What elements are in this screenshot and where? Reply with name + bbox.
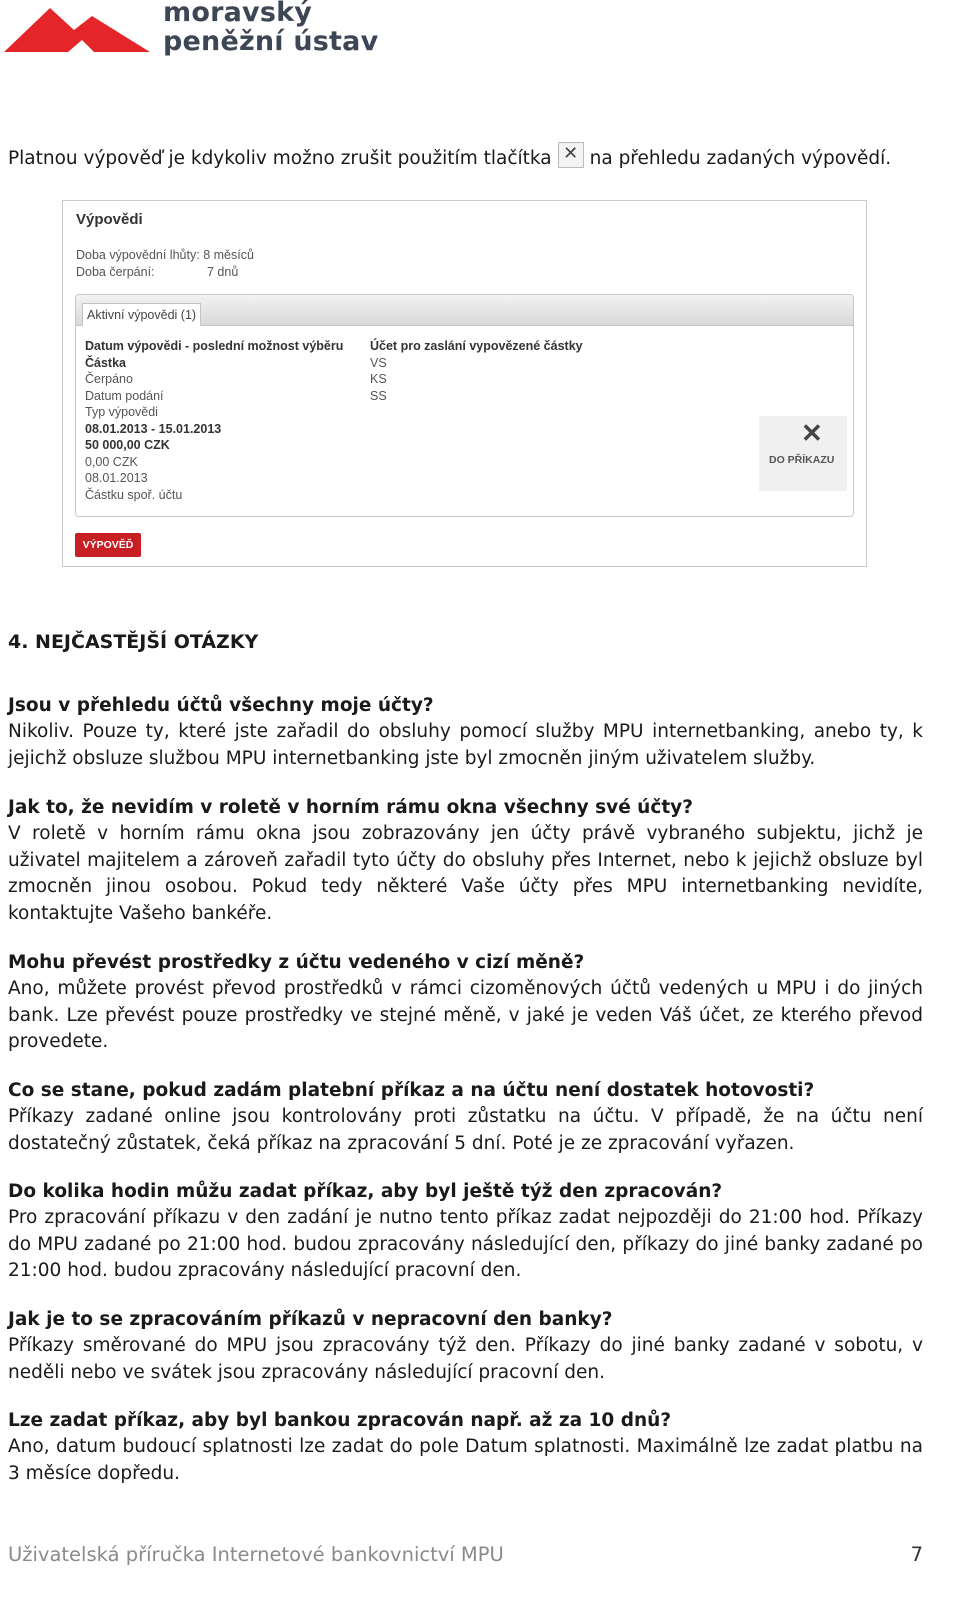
faq-question: Lze zadat příkaz, aby byl bankou zpracován např. až za 10 dnů?	[8, 1410, 672, 1431]
submit-date-label: Datum podání	[85, 388, 164, 403]
notice-type: Částku spoř. účtu	[85, 487, 183, 502]
faq-answer: V roletě v horním rámu okna jsou zobrazovány jen účty právě vybraného subjektu, jichž je uživatel majitelem a zároveň zařadil tyto účty do obsluhy přes Internet, nebo k jejichž obsluze byl zmocněn jinou osobou. Pokud tedy některé Vaše účty přes MPU internetbanking nevidíte, kontaktujte Vašeho bankéře.	[8, 823, 923, 924]
faq-answer: Příkazy zadané online jsou kontrolovány proti zůstatku na účtu. V případě, že na účtu není dostatečný zůstatek, čeká příkaz na zpracování 5 dní. Poté je ze zpracování vyřazen.	[8, 1106, 923, 1154]
section-heading: 4. NEJČASTĚJŠÍ OTÁZKY	[8, 631, 259, 653]
payout-account-column	[370, 338, 583, 404]
faq-question: Jak je to se zpracováním příkazů v nepracovní den banky?	[8, 1309, 613, 1330]
faq-item-2	[8, 794, 923, 927]
faq-question: Co se stane, pokud zadám platební příkaz a na účtu není dostatek hotovosti?	[8, 1080, 815, 1101]
ks-label: KS	[370, 372, 387, 386]
logo-line-1: moravský	[163, 0, 313, 28]
faq-item-4	[8, 1077, 923, 1157]
footer-title: Uživatelská příručka Internetové bankovnictví MPU	[8, 1543, 504, 1566]
faq-question: Do kolika hodin můžu zadat příkaz, aby byl ještě týž den zpracován?	[8, 1181, 723, 1202]
panel-header	[76, 295, 853, 326]
faq-item-5	[8, 1178, 923, 1285]
vs-label: VS	[370, 355, 387, 370]
intro-text-before: Platnou výpověď je kdykoliv možno zrušit použitím tlačítka	[8, 148, 552, 169]
notice-period-label: Doba výpovědní lhůty:	[76, 248, 200, 262]
mpu-logo	[0, 0, 379, 64]
notices-screenshot	[62, 200, 867, 567]
faq-answer: Ano, datum budoucí splatnosti lze zadat do pole Datum splatnosti. Maximálně lze zadat platbu na 3 měsíce dopředu.	[8, 1436, 923, 1484]
faq-question: Jsou v přehledu účtů všechny moje účty?	[8, 695, 434, 716]
notice-period-value: 8 měsíců	[203, 248, 254, 262]
notice-date-range: 08.01.2013 - 15.01.2013	[85, 421, 222, 436]
faq-answer: Pro zpracování příkazu v den zadání je nutno tento příkaz zadat nejpozději do 21:00 hod. Příkazy do MPU zadané po 21:00 hod. budou zpracovány následující den, příkazy do jiné banky zadané po 21:00 hod. budou zpracovány následující pracovní den.	[8, 1207, 923, 1282]
page-number: 7	[910, 1543, 923, 1566]
intro-text-after: na přehledu zadaných výpovědí.	[589, 148, 892, 169]
notice-drawn: 0,00 CZK	[85, 454, 138, 469]
amount-label: Částka	[85, 355, 126, 370]
col1-header: Datum výpovědi - poslední možnost výběru	[85, 339, 344, 353]
to-order-button[interactable]: DO PŘÍKAZU	[769, 454, 835, 466]
submit-notice-button[interactable]: VÝPOVĚĎ	[75, 533, 141, 557]
notice-type-label: Typ výpovědi	[85, 405, 158, 419]
ss-label: SS	[370, 388, 387, 403]
faq-question: Mohu převést prostředky z účtu vedeného v cizí měně?	[8, 952, 585, 973]
cancel-notice-icon: ✕	[558, 142, 584, 168]
active-notices-panel	[75, 294, 854, 517]
notices-title: Výpovědi	[76, 211, 143, 228]
drawn-label: Čerpáno	[85, 372, 133, 386]
notice-amount: 50 000,00 CZK	[85, 438, 170, 452]
notice-submit-date: 08.01.2013	[85, 471, 148, 485]
faq-question: Jak to, že nevidím v roletě v horním rámu okna všechny své účty?	[8, 797, 693, 818]
faq-item-6	[8, 1306, 923, 1386]
col2-header: Účet pro zaslání vypovězené částky	[370, 339, 583, 353]
logo-line-2: peněžní ústav	[163, 26, 379, 57]
faq-item-3	[8, 949, 923, 1056]
faq-answer: Nikoliv. Pouze ty, které jste zařadil do obsluhy pomocí služby MPU internetbanking, anebo ty, k jejichž obsluze službou MPU internetbanking jste byl zmocněn jiným uživatelem služby.	[8, 721, 923, 769]
draw-period-label: Doba čerpání:	[76, 265, 155, 279]
notice-details-column	[85, 338, 343, 503]
notice-meta	[76, 247, 254, 281]
faq-item-7	[8, 1407, 923, 1487]
tab-active-notices[interactable]: Aktivní výpovědi (1)	[82, 303, 201, 326]
logo-mark-icon	[4, 8, 150, 54]
faq-item-1	[8, 692, 923, 772]
draw-period-value: 7 dnů	[207, 265, 239, 279]
intro-paragraph	[8, 143, 892, 176]
cancel-notice-button[interactable]: ✕	[801, 418, 823, 448]
notice-actions	[759, 416, 847, 491]
faq-answer: Příkazy směrované do MPU jsou zpracovány týž den. Příkazy do jiné banky zadané v sobotu, v neděli nebo ve svátek jsou zpracovány následující pracovní den.	[8, 1335, 923, 1383]
faq-answer: Ano, můžete provést převod prostředků v rámci cizoměnových účtů vedených u MPU i do jiných bank. Lze převést pouze prostředky ve stejné měně, v jaké je veden Váš účet, ze kterého převod provedete.	[8, 978, 923, 1053]
